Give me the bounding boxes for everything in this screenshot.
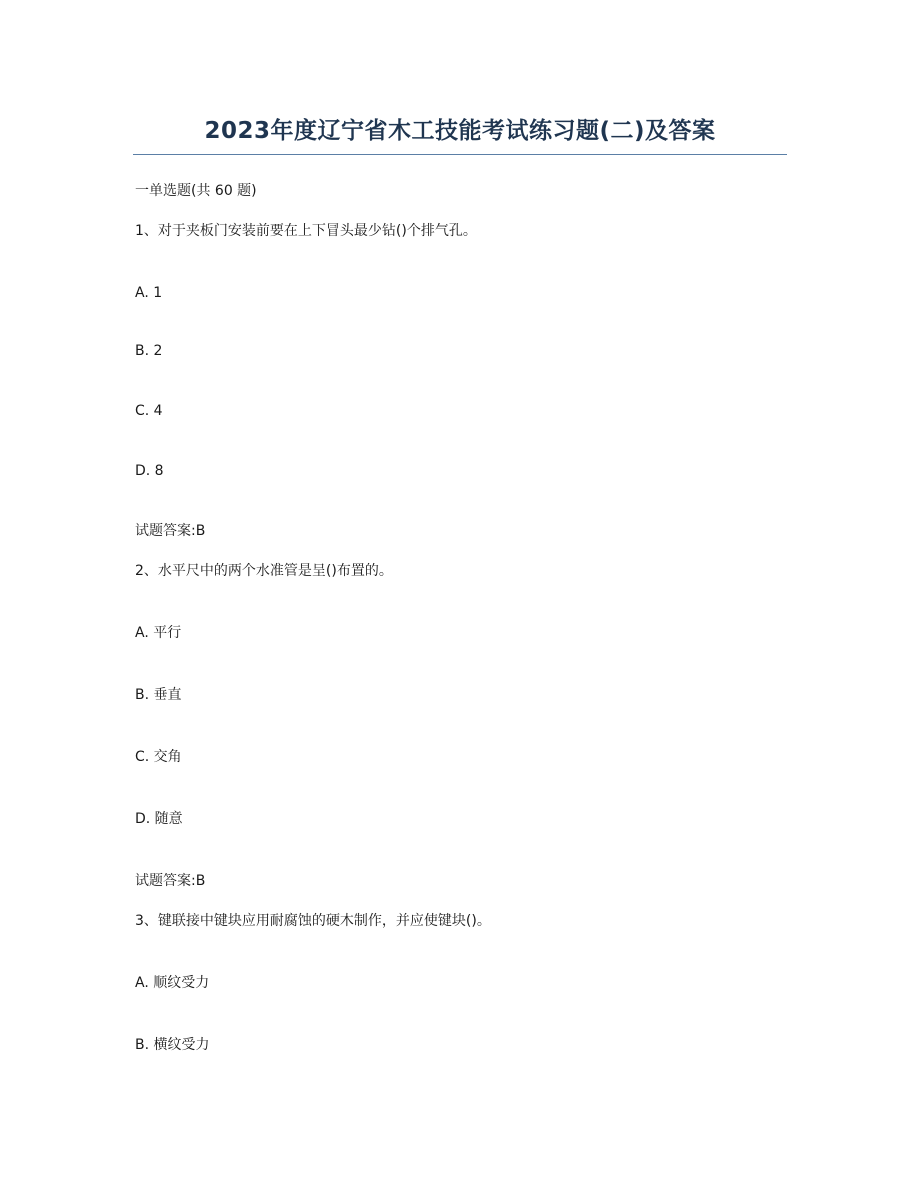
section-heading: 一单选题(共 60 题) (135, 183, 257, 199)
document-title: 2023年度辽宁省木工技能考试练习题(二)及答案 (204, 118, 716, 144)
option-d: D. 8 (135, 463, 164, 479)
option-b: B. 横纹受力 (135, 1037, 210, 1053)
option-c: C. 4 (135, 403, 163, 419)
question-stem: 2、水平尺中的两个水准管是呈()布置的。 (135, 563, 393, 579)
option-b: B. 2 (135, 343, 163, 359)
question-stem: 1、对于夹板门安装前要在上下冒头最少钻()个排气孔。 (135, 223, 477, 239)
answer-label: 试题答案:B (135, 873, 206, 889)
title-divider (133, 154, 787, 155)
option-b: B. 垂直 (135, 687, 182, 703)
option-a: A. 平行 (135, 625, 182, 641)
question-stem: 3、键联接中键块应用耐腐蚀的硬木制作，并应使键块()。 (135, 913, 491, 929)
answer-label: 试题答案:B (135, 523, 206, 539)
option-c: C. 交角 (135, 749, 182, 765)
option-d: D. 随意 (135, 811, 183, 827)
option-a: A. 顺纹受力 (135, 975, 210, 991)
option-a: A. 1 (135, 285, 163, 301)
